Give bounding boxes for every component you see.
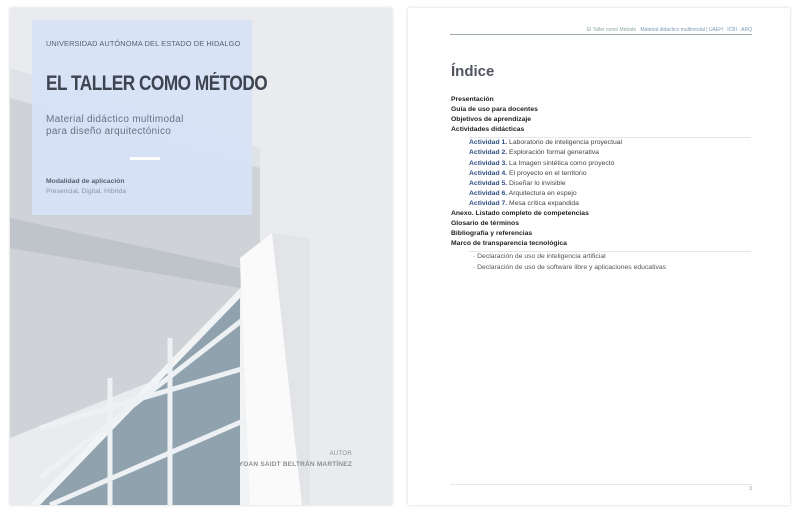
- toc-item[interactable]: Marco de transparencia tecnológica: [451, 240, 567, 248]
- activity-title: Diseñar lo invisible: [509, 179, 566, 187]
- subtitle-line: para diseño arquitectónico: [46, 126, 172, 137]
- running-header: [450, 27, 752, 35]
- footer-rule: [450, 484, 752, 485]
- toc-activity-item[interactable]: [451, 138, 751, 148]
- cover-page: [10, 8, 392, 505]
- university-name: UNIVERSIDAD AUTÓNOMA DEL ESTADO DE HIDALGO: [46, 39, 241, 48]
- subtitle-line: Material didáctico multimodal: [46, 114, 184, 125]
- cover-title: EL TALLER COMO MÉTODO: [46, 72, 268, 95]
- header-right: Material didáctico multimodal | UAEH · ICBI · ARQ: [640, 27, 752, 33]
- activity-label: Actividad 3.: [469, 159, 508, 167]
- activity-label: Actividad 7.: [469, 199, 508, 207]
- author-label: AUTOR: [329, 451, 352, 457]
- toc-activity-item[interactable]: [451, 159, 751, 169]
- header-left: El Taller como Método: [586, 27, 637, 33]
- toc-item[interactable]: Guía de uso para docentes: [451, 106, 538, 114]
- activity-title: Laboratorio de inteligencia proyectual: [509, 139, 623, 147]
- modality-value: Presencial, Digital, Híbrida: [46, 188, 127, 195]
- toc-subitem[interactable]: · Declaración de uso de software libre y aplicaciones educativas: [473, 263, 667, 271]
- toc-activity-item[interactable]: [451, 199, 751, 209]
- cover-subtitle: [46, 114, 184, 138]
- cover-title-card: [32, 20, 268, 215]
- toc-item[interactable]: Objetivos de aprendizaje: [451, 116, 532, 124]
- toc-activity-item[interactable]: [451, 148, 751, 158]
- index-heading: Índice: [451, 63, 495, 80]
- toc-item[interactable]: Glosario de términos: [451, 220, 519, 228]
- activity-label: Actividad 5.: [469, 179, 508, 187]
- toc-activity-item[interactable]: [451, 169, 751, 179]
- activity-label: Actividad 1.: [469, 139, 508, 147]
- toc-item[interactable]: Presentación: [451, 96, 494, 103]
- toc-activity-item[interactable]: [451, 189, 751, 199]
- activity-title: Exploración formal generativa: [509, 149, 599, 157]
- activity-title: El proyecto en el territorio: [509, 169, 587, 177]
- divider: [130, 157, 160, 160]
- activity-label: Actividad 2.: [469, 149, 508, 157]
- activity-title: Arquitectura en espejo: [508, 189, 577, 197]
- toc-subitem[interactable]: · Declaración de uso de inteligencia artificial: [473, 253, 606, 261]
- activity-label: Actividad 6.: [469, 189, 508, 197]
- toc-activity-item[interactable]: [451, 179, 751, 189]
- toc-item[interactable]: Bibliografía y referencias: [451, 230, 533, 238]
- page-number: 3: [749, 486, 752, 492]
- index-page: [408, 8, 790, 505]
- activity-title: La Imagen sintética como proyecto: [509, 159, 615, 167]
- table-of-contents: [451, 95, 751, 273]
- author-name: YOAN SAIDT BELTRÁN MARTÍNEZ: [238, 461, 352, 468]
- activity-title: Mesa crítica expandida: [509, 199, 579, 207]
- toc-item[interactable]: Actividades didácticas: [451, 126, 525, 134]
- activity-label: Actividad 4.: [469, 169, 508, 177]
- toc-item[interactable]: Anexo. Listado completo de competencias: [451, 210, 589, 218]
- modality-label: Modalidad de aplicación: [46, 178, 125, 185]
